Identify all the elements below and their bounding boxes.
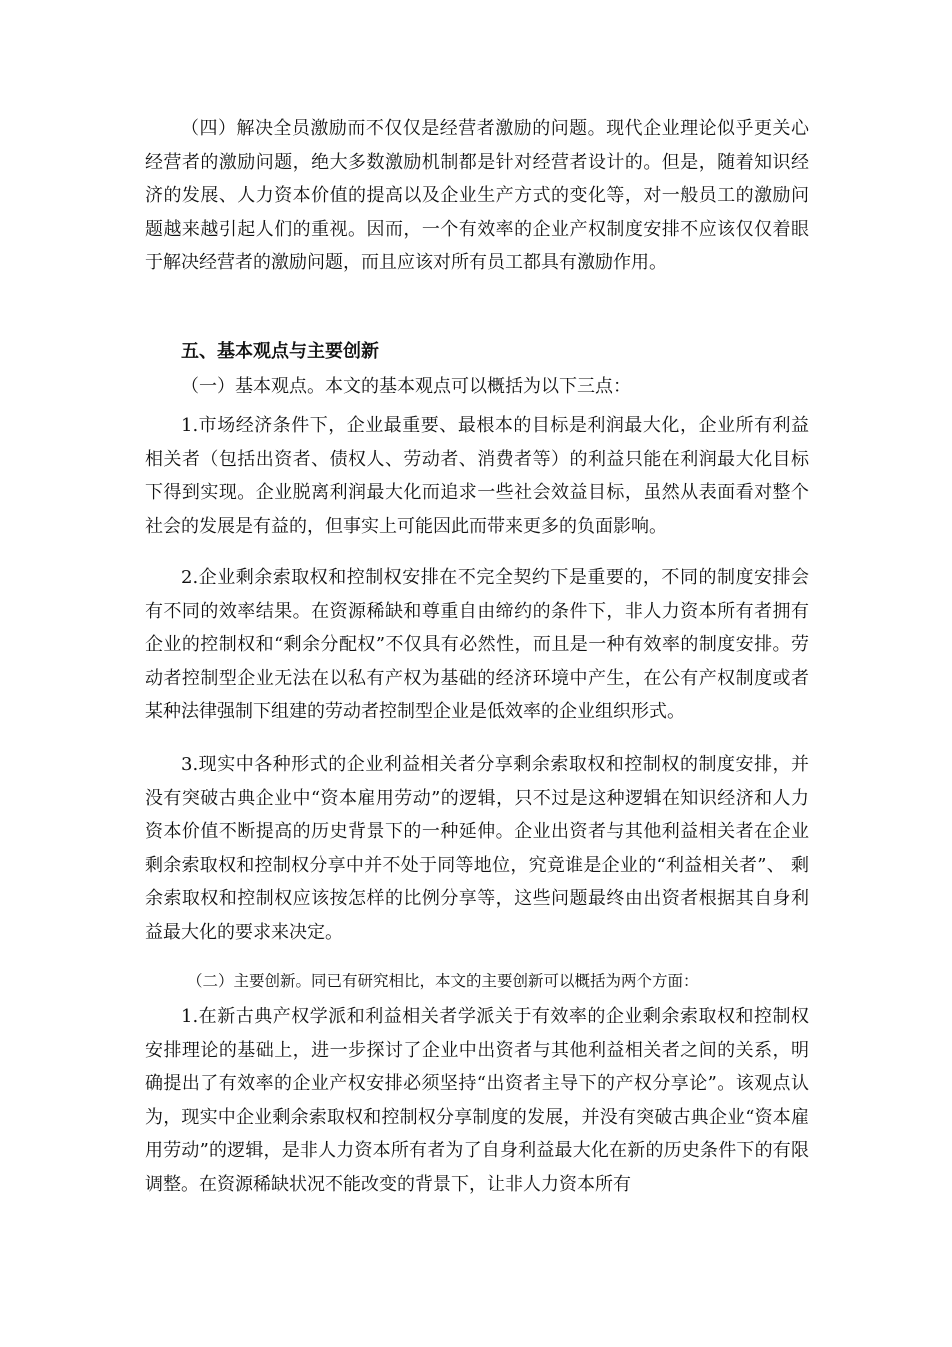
paragraph-basic-views-intro: （一）基本观点。本文的基本观点可以概括为以下三点： — [181, 376, 631, 397]
paragraph-basic-view-3: 3.现实中各种形式的企业利益相关者分享剩余索取权和控制权的制度安排，并没有突破古典企业中“资本雇用劳动”的逻辑，只不过是这种逻辑在知识经济和人力资本价值不断提高的历史背景下的一种延伸。企业出资者与其他利益相关者在企业剩余索取权和控制权分享中并不处于同等地位，究竟谁是企业的“利益相关者”、 剩余索取权和控制权应该按怎样的比例分享等，这些问题最终由出资者根据其自身利益最大化的要求来决定。 — [145, 754, 809, 943]
paragraph-innovation-1: 1.在新古典产权学派和利益相关者学派关于有效率的企业剩余索取权和控制权安排理论的基础上，进一步探讨了企业中出资者与其他利益相关者之间的关系，明确提出了有效率的企业产权安排必须坚持“出资者主导下的产权分享论”。该观点认为，现实中企业剩余索取权和控制权分享制度的发展，并没有突破古典企业“资本雇用劳动”的逻辑，是非人力资本所有者为了自身利益最大化在新的历史条件下的有限调整。在资源稀缺状况不能改变的背景下，让非人力资本所有 — [145, 1006, 809, 1195]
paragraph-section-4: （四）解决全员激励而不仅仅是经营者激励的问题。现代企业理论似乎更关心经营者的激励问题，绝大多数激励机制都是针对经营者设计的。但是，随着知识经济的发展、人力资本价值的提高以及企业生产方式的变化等，对一般员工的激励问题越来越引起人们的重视。因而，一个有效率的企业产权制度安排不应该仅仅着眼于解决经营者的激励问题，而且应该对所有员工都具有激励作用。 — [145, 118, 809, 273]
paragraph-innovations-intro: （二）主要创新。同已有研究相比，本文的主要创新可以概括为两个方面： — [187, 972, 699, 990]
paragraph-basic-view-2: 2.企业剩余索取权和控制权安排在不完全契约下是重要的，不同的制度安排会有不同的效率结果。在资源稀缺和尊重自由缔约的条件下，非人力资本所有者拥有企业的控制权和“剩余分配权”不仅具有必然性，而且是一种有效率的制度安排。劳动者控制型企业无法在以私有产权为基础的经济环境中产生，在公有产权制度或者某种法律强制下组建的劳动者控制型企业是低效率的企业组织形式。 — [145, 567, 809, 722]
section-heading-5: 五、基本观点与主要创新 — [181, 341, 379, 362]
paragraph-basic-view-1: 1.市场经济条件下，企业最重要、最根本的目标是利润最大化，企业所有利益相关者（包括出资者、债权人、劳动者、消费者等）的利益只能在利润最大化目标下得到实现。企业脱离利润最大化而追求一些社会效益目标，虽然从表面看对整个社会的发展是有益的，但事实上可能因此而带来更多的负面影响。 — [145, 415, 809, 537]
